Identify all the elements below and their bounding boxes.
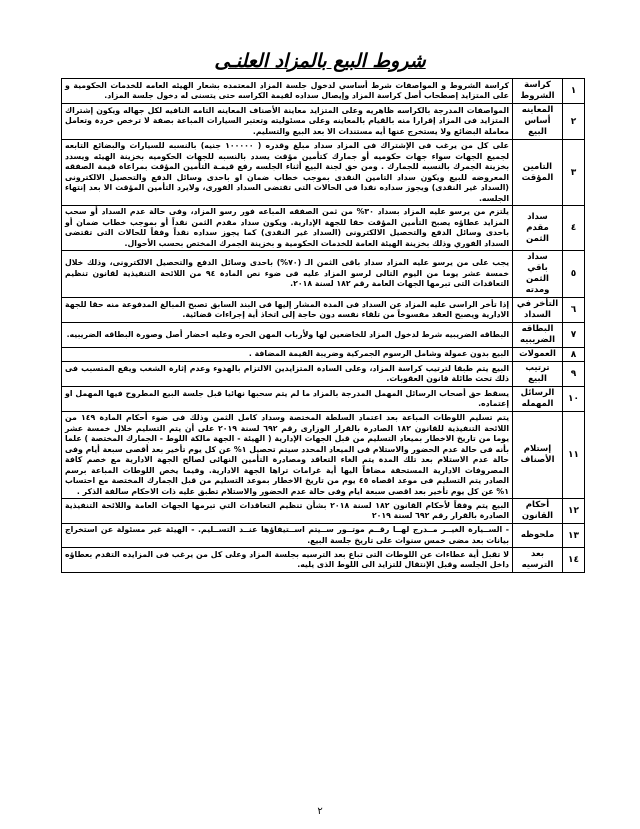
term-text: على كل من يرغب فى الإشتراك فى المزاد سداد مبلغ وقدره ( ١٠٠٠٠٠ جنيه) بالنسبه للسيارات والبضائع التابعه لجميع الجهات سواء جهات حكوميه أو جمارك كتأمين مؤقت يسدد بالنسبه للجهات الحكوميه بخزينة الهيئه ويسدد بخزينة الجمرك بالنسبه للجمارك . ومن حق لجنة البيع أثناء الجلسه رفع قيمـة التأمين المؤقت بمراعاة قيمة الصفقه المعروضه للبيع ويكون سداد التامين النقدى بموجب خطاب ضمان او باحدى وسائل الدفع والتحصيل الالكترونى (السداد غير النقدى) ويجوز سداده نقدا فى الحالات التى تقتضى السداد الفورى، ولايرد التأمين المؤقت الا بعد إنتهاء الجلسه. (62, 140, 513, 206)
term-number: ١٤ (563, 548, 585, 573)
term-text: البيع يتم وفقاً لأحكام القانون ١٨٢ لسنة ٢٠١٨ بشأن تنظيم التعاقدات التي تبرمها الجهات العامة واللائحة التنفيذية الصادرة بالقرار رقم ٦٩٢ لسنة ٢٠١٩ (62, 499, 513, 524)
term-label: ترتيب البيع (513, 362, 563, 387)
term-label: ملحوظه (513, 524, 563, 548)
term-label: إستلام الأصناف (513, 412, 563, 499)
term-row (62, 206, 585, 251)
term-text: يسقط حق أصحاب الرسائل المهمل المدرجة بالمزاد ما لم يتم سحبها نهائيا قبل جلسة البيع المطروح فيها المهمل او إعتماده. (62, 387, 513, 412)
term-text: - الســيارة الغيــر مــدرج لهــا رقــم موتــور ســيتم اســتيفاؤها عنــد التســليم. - الهيئة غير مسئولة عن استخراج بيانات بعد مضى خمس سنوات على تاريخ جلسة البيع. (62, 524, 513, 548)
term-number: ٨ (563, 348, 585, 362)
term-row (62, 298, 585, 323)
term-row (62, 104, 585, 140)
term-number: ٥ (563, 251, 585, 298)
term-row (62, 348, 585, 362)
terms-table (61, 78, 585, 573)
term-number: ١١ (563, 412, 585, 499)
term-label: سداد باقي الثمن ومدته (513, 251, 563, 298)
term-text: لا تقبل أية عطاءات عن اللوطات التى تباع بعد الترسيه بجلسة المزاد وعلى كل من يرغب فى المزايده التقدم بعطاؤه داخل الجلسه وقبل الإنتقال للتزايد الى اللوط الذى يليه. (62, 548, 513, 573)
term-number: ٣ (563, 140, 585, 206)
term-number: ١ (563, 79, 585, 104)
term-row (62, 140, 585, 206)
term-row (62, 524, 585, 548)
term-number: ١٢ (563, 499, 585, 524)
term-label: كراسة الشروط (513, 79, 563, 104)
term-number: ١٠ (563, 387, 585, 412)
term-text: إذا تأخر الراسى عليه المزاد عن السداد فى المدة المشار إليها فى البند السابق تصبح المبالغ المدفوعة منه حقا للجهة الادارية ويصبح العقد مفسوخاً من تلقاء نفسه دون حاجة إلى اتخاذ أية إجراءات قضائية. (62, 298, 513, 323)
term-label: المعاينه أساس البيع (513, 104, 563, 140)
page-number: ٢ (317, 806, 323, 817)
term-row (62, 499, 585, 524)
term-label: العمولات (513, 348, 563, 362)
term-row (62, 323, 585, 348)
term-label: سداد مقدم الثمن (513, 206, 563, 251)
term-label: الرسائل المهمله (513, 387, 563, 412)
term-row (62, 79, 585, 104)
term-number: ٤ (563, 206, 585, 251)
term-label: البطاقه الضريبيه (513, 323, 563, 348)
term-number: ٧ (563, 323, 585, 348)
term-number: ٩ (563, 362, 585, 387)
term-text: يتم تسليم اللوطات المباعة بعد اعتماد السلطة المختصة وسداد كامل الثمن وذلك فى ضوء أحكام المادة ١٤٩ من اللائحة التنفيذية للقانون ١٨٢ الصادرة بالقرار الوزارى رقم ٦٩٢ لسنة ٢٠١٩ على أن يتم التسليم خلال خمسة عشر يوما من تاريخ الاخطار بميعاد التسليم من قبل الجهات الإدارية ( الهيئة - الجهة مالكة اللوط - الجمارك المختصة ) علما بأنه فى حالة عدم الحضور والاستلام فى الميعاد المحدد سيتم تحصيل ١% عن كل يوم تأخير بعد أقصى سبعة أيام وفى حالة عدم الاستلام بعد تلك المدة يتم الغاء التعاقد ومصادرة التأمين النهائى لصالح الجهة الادارية مع خصم كافة المصروفات الادارية المستحقة مضافاً اليها أية غرامات تراها الجهة الادارية. وفيما يخص اللوطات المباعة برسم الصادر يتم التسليم فى موعد اقصاه ٤٥ يوم من تاريخ الاخطار بموعد التسليم من قبل الجمارك المختصة مع احتساب ١% عن كل يوم تأخير بعد اقصى سبعة ايام وفى حالة عدم الحضور والاستلام تطبق عليه ذات الاحكام سالفة الذكر . (62, 412, 513, 499)
term-text: المواصفات المدرجة بالكراسه ظاهريه وعلى المتزايد معاينة الأصناف المعاينه التامه النافيه لكل جهاله ويكون إشتراك المتزايد فى المزاد إقرارا منه بالقيام بالمعاينه وعلى مسئوليته وتعتبر السيارات المباعة بصفة لا ترخص خردة وتعامل معاملة البضائع ولا يستخرج عنها أيه مستندات الا بعد البيع والتسليم. (62, 104, 513, 140)
term-row (62, 412, 585, 499)
term-label: بعد الترسيه (513, 548, 563, 573)
term-number: ٦ (563, 298, 585, 323)
term-text: البيع بدون عمولة وشامل الرسوم الجمركية وضريبة القيمة المضافة . (62, 348, 513, 362)
term-text: كراسة الشروط و المواصفات شرط أساسي لدخول جلسة المزاد المعتمده بشعار الهيئه العامه للخدمات الحكومية و على المتزايد إصطحاب أصل كراسة المزاد وإيصال سداده لقيمة الكراسه حتى يتسنى له دخول جلسة المزاد. (62, 79, 513, 104)
term-text: البطاقه الضريبيه شرط لدخول المزاد للخاضعين لها ولأرباب المهن الحره وعليه احضار أصل وصورة البطاقه الضريبيه. (62, 323, 513, 348)
term-label: أحكام القانون (513, 499, 563, 524)
page-title: شروط البيع بالمزاد العلنـى (214, 50, 426, 72)
term-number: ٢ (563, 104, 585, 140)
term-text: يجب على من يرسو عليه المزاد سداد باقى الثمن الـ (٧٠%) باحدى وسائل الدفع والتحصيل الالكترونى، وذلك خلال خمسة عشر يوما من اليوم التالى لرسو المزاد عليه فى ضوء نص المادة ٩٤ من اللائحة التنفيذية لقانون تنظيم التعاقدات التى تبرمها الجهات العامة رقم ١٨٢ لسنة ٢٠١٨. (62, 251, 513, 298)
term-label: التامين المؤقت (513, 140, 563, 206)
term-row (62, 251, 585, 298)
term-text: البيع يتم طبقا لترتيب كراسة المزاد، وعلى السادة المتزايدين الالتزام بالهدوء وعدم إثارة الشغب ويقع المتسبب فى ذلك تحت طائلة قانون العقوبات. (62, 362, 513, 387)
term-number: ١٣ (563, 524, 585, 548)
term-text: يلتزم من يرسو عليه المزاد بسداد ٣٠% من ثمن الصفقه المباعه فور رسو المزاد، وفى حالة عدم السداد أو سحب المزايد عطاؤه يصبح التأمين المؤقت حقا للجهة الإدارية. ويكون سداد مقدم الثمن نقداً أو بموجب خطاب ضمان أو باحدى وسائل الدفع والتحصيل الالكترونى (السداد غير النقدى) كما يجوز سداده نقداً وفقاً للحالات التى تقتضى السداد الفوري وذلك بخزينة الهيئة العامة للخدمات الحكومية و بخزينة الجمرك المختص بحسب الأحوال. (62, 206, 513, 251)
term-row (62, 387, 585, 412)
term-row (62, 548, 585, 573)
term-row (62, 362, 585, 387)
term-label: التأخر في السداد (513, 298, 563, 323)
